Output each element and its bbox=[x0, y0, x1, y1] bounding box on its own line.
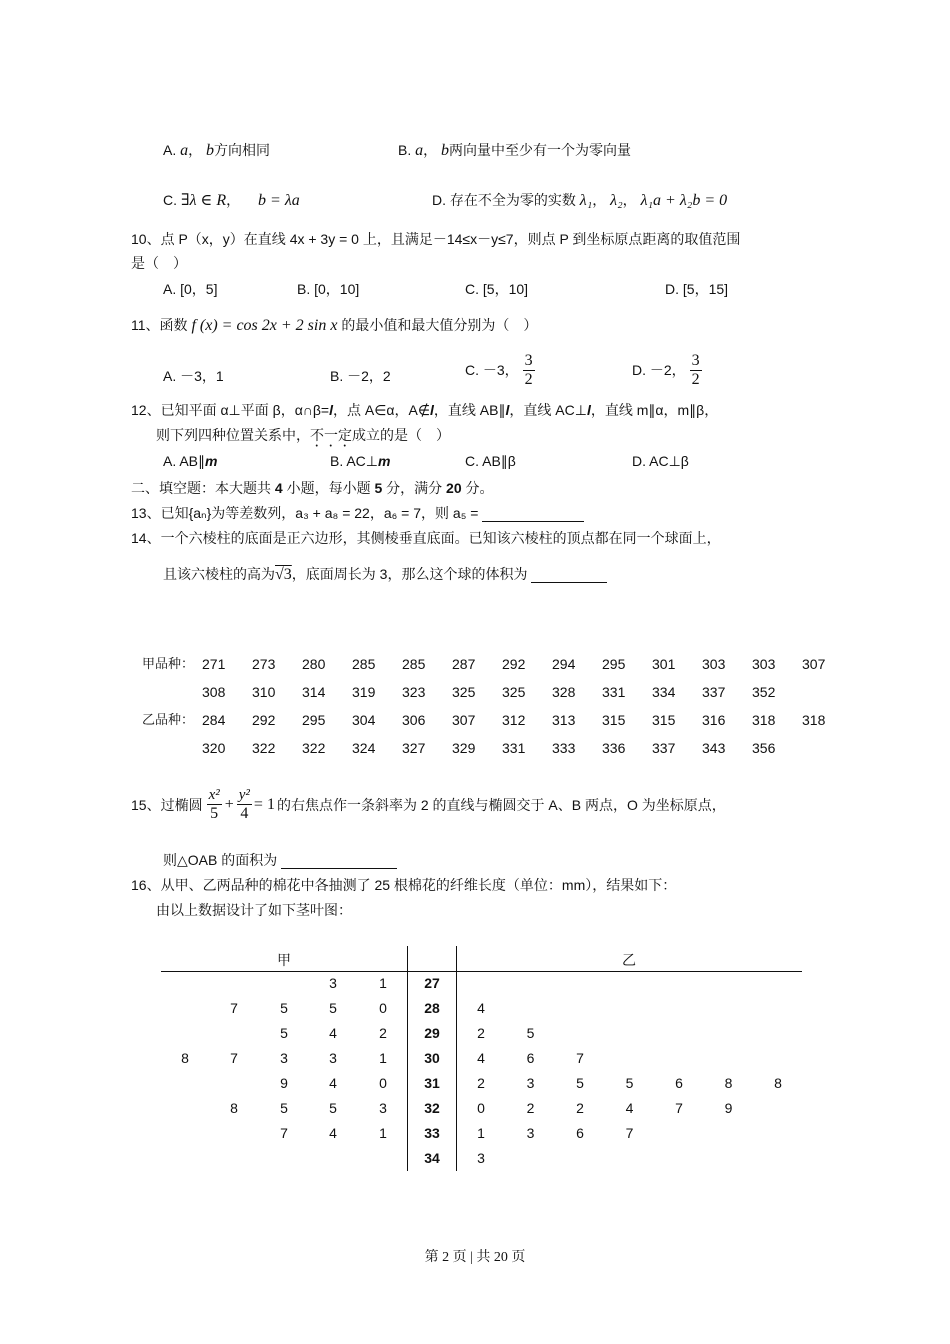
q16-line2: 由以上数据设计了如下茎叶图： bbox=[156, 902, 352, 918]
leaf-right: 8 bbox=[774, 1075, 782, 1091]
leaf-right: 9 bbox=[724, 1100, 733, 1116]
q11-option-b: B. －2，2 bbox=[330, 368, 391, 384]
leaf-right: 5 bbox=[526, 1025, 535, 1041]
stem-value: 31 bbox=[424, 1075, 440, 1091]
leaf-left: 3 bbox=[379, 1100, 387, 1116]
fiber-length-table bbox=[142, 650, 852, 762]
leaf-left: 8 bbox=[181, 1050, 189, 1066]
vector-a: a bbox=[180, 142, 189, 159]
variety-b-label: 乙品种： bbox=[142, 712, 195, 727]
vector-b: b bbox=[206, 142, 215, 159]
answer-blank bbox=[482, 505, 584, 522]
q11-option-c: C. －3， $\frac{3}{2}$ bbox=[465, 352, 533, 388]
q16-line1: 16、从甲、乙两品种的棉花中各抽测了 25 根棉花的纤维长度（单位：mm），结果如下： bbox=[131, 877, 677, 893]
leaf-left: 4 bbox=[329, 1075, 337, 1091]
stem-value: 32 bbox=[424, 1100, 440, 1116]
leaf-right: 4 bbox=[625, 1100, 634, 1116]
leaf-right: 6 bbox=[576, 1125, 584, 1141]
leaf-left: 5 bbox=[329, 1100, 337, 1116]
q10-line1: 10、点 P（x，y）在直线 4x + 3y = 0 上，且满足－14≤x－y≤7，则点 P 到坐标原点距离的取值范围 bbox=[131, 231, 741, 247]
leaf-right: 3 bbox=[526, 1075, 535, 1091]
leaf-right: 4 bbox=[477, 1000, 485, 1016]
section-heading-fill-in: 二、填空题：本大题共 4 小题，每小题 5 分，满分 20 分。 bbox=[131, 480, 494, 496]
q10-line2: 是（ ） bbox=[131, 255, 187, 271]
table-row: 乙品种： 284 292 295 304 306 307 312 313 315 315 316 318 318 bbox=[142, 706, 852, 734]
leaf-left: 9 bbox=[280, 1075, 288, 1091]
leaf-right: 2 bbox=[526, 1100, 535, 1116]
leaf-left: 7 bbox=[230, 1000, 238, 1016]
q9-option-a: A. a， b方向相同 bbox=[163, 142, 271, 159]
q14-line1: 14、一个六棱柱的底面是正六边形，其侧棱垂直底面。已知该六棱柱的顶点都在同一个球面上， bbox=[131, 530, 721, 546]
fraction-three-halves: $\frac{3}{2}$ bbox=[524, 352, 533, 388]
leaf-right: 1 bbox=[477, 1125, 485, 1141]
leaf-right: 5 bbox=[625, 1075, 634, 1091]
leaf-left: 3 bbox=[329, 975, 337, 991]
q12-option-d: D. AC⊥β bbox=[632, 453, 689, 469]
leaf-left: 4 bbox=[329, 1025, 337, 1041]
answer-blank bbox=[281, 852, 397, 869]
stem-value: 34 bbox=[424, 1150, 440, 1166]
stem-right-divider bbox=[456, 946, 457, 1171]
leaf-right: 6 bbox=[675, 1075, 683, 1091]
leaf-left: 4 bbox=[329, 1125, 337, 1141]
leaf-left: 8 bbox=[230, 1100, 238, 1116]
leaf-left: 5 bbox=[280, 1000, 288, 1016]
leaf-right: 2 bbox=[576, 1100, 584, 1116]
q11-stem: 11、函数 f (x) = cos 2x + 2 sin x 的最小值和最大值分别为（ ） bbox=[131, 317, 538, 334]
leaf-left: 0 bbox=[379, 1000, 387, 1016]
q12-line1: 12、已知平面 α⊥平面 β，α∩β=l，点 A∈α，A∉l，直线 AB∥l，直线 AC⊥l，直线 m∥α，m∥β， bbox=[131, 402, 719, 418]
stem-value: 29 bbox=[424, 1025, 440, 1041]
sqrt-three: √3 bbox=[275, 566, 292, 583]
q13: 13、已知{aₙ}为等差数列，a₃ + a₈ = 22，a₆ = 7，则 a₅ = bbox=[131, 503, 584, 523]
leaf-left: 2 bbox=[379, 1025, 387, 1041]
q10-option-c: C. [5，10] bbox=[465, 281, 529, 297]
q10-option-d: D. [5，15] bbox=[665, 281, 729, 297]
leaf-right: 0 bbox=[477, 1100, 485, 1116]
leaf-left: 1 bbox=[379, 1050, 387, 1066]
leaf-left: 3 bbox=[329, 1050, 337, 1066]
leaf-left: 5 bbox=[329, 1000, 337, 1016]
q11-option-a: A. －3，1 bbox=[163, 368, 224, 384]
leaf-right: 6 bbox=[526, 1050, 535, 1066]
fraction-y2-over-4: $\frac{\text{y²}}{4}$ bbox=[238, 787, 250, 822]
leaf-left: 5 bbox=[280, 1100, 288, 1116]
stem-value: 27 bbox=[424, 975, 440, 991]
q11-function-expr: f (x) = cos 2x + 2 sin x bbox=[191, 317, 338, 334]
fraction-x2-over-5: $\frac{\text{x²}}{5}$ bbox=[208, 787, 220, 822]
leaf-right: 4 bbox=[477, 1050, 485, 1066]
table-row: 308 310 314 319 323 325 325 328 331 334 337 352 bbox=[202, 684, 776, 700]
q12-line2: 则下列四种位置关系中，不一定成立的是（ ） bbox=[156, 427, 450, 443]
leaf-left: 3 bbox=[280, 1050, 288, 1066]
leaf-right: 3 bbox=[477, 1150, 485, 1166]
emphasis-text: 不一定 bbox=[310, 427, 352, 443]
answer-blank bbox=[531, 566, 607, 583]
q10-option-b: B. [0，10] bbox=[297, 281, 360, 297]
q10-option-a: A. [0，5] bbox=[163, 281, 218, 297]
leaf-right: 2 bbox=[477, 1025, 485, 1041]
stem-leaf-right-header: 乙 bbox=[622, 952, 636, 968]
leaf-left: 1 bbox=[379, 975, 387, 991]
stem-value: 33 bbox=[424, 1125, 440, 1141]
page-footer: 第 2 页 | 共 20 页 bbox=[424, 1250, 526, 1265]
table-row: 甲品种： 271 273 280 285 285 287 292 294 295 301 303 303 307 bbox=[142, 650, 852, 678]
leaf-right: 7 bbox=[675, 1100, 683, 1116]
stem-value: 28 bbox=[424, 1000, 440, 1016]
stem-leaf-left-header: 甲 bbox=[277, 952, 291, 968]
leaf-right: 8 bbox=[724, 1075, 733, 1091]
leaf-right: 3 bbox=[526, 1125, 535, 1141]
leaf-right: 7 bbox=[625, 1125, 634, 1141]
leaf-left: 7 bbox=[280, 1125, 288, 1141]
leaf-left: 0 bbox=[379, 1075, 387, 1091]
q12-option-b: B. AC⊥m bbox=[330, 453, 391, 469]
leaf-right: 7 bbox=[576, 1050, 584, 1066]
q15-line2: 则△OAB 的面积为 bbox=[163, 850, 397, 870]
header-divider bbox=[161, 971, 802, 972]
q11-option-d: D. －2， $\frac{3}{2}$ bbox=[632, 352, 700, 388]
leaf-right: 2 bbox=[477, 1075, 485, 1091]
leaf-left: 5 bbox=[280, 1025, 288, 1041]
leaf-left: 7 bbox=[230, 1050, 238, 1066]
stem-value: 30 bbox=[424, 1050, 440, 1066]
q9-option-b: B. a， b两向量中至少有一个为零向量 bbox=[398, 142, 632, 159]
q9-option-d: D. 存在不全为零的实数 λ₁， λ₂， λ₁a + λ₂b = 0 bbox=[432, 192, 728, 209]
variety-a-label: 甲品种： bbox=[142, 656, 195, 671]
leaf-right: 5 bbox=[576, 1075, 584, 1091]
table-row: 320 322 322 324 327 329 331 333 336 337 343 356 bbox=[202, 740, 776, 756]
stem-left-divider bbox=[407, 946, 408, 1171]
leaf-left: 1 bbox=[379, 1125, 387, 1141]
q9-option-c: C. ∃λ ∈ R， b = λa bbox=[163, 192, 300, 209]
q12-option-c: C. AB∥β bbox=[465, 453, 516, 469]
q14-line2: 且该六棱柱的高为√3，底面周长为 3，那么这个球的体积为 bbox=[163, 564, 607, 584]
q15-line1: 15、过椭圆 $\frac{\text{x²}}{5}$ + $\frac{\text{y²}}{4}$ = 1 的右焦点作一条斜率为 2 的直线与椭圆交于 A、B 两点，O 为坐标原点， bbox=[131, 787, 726, 822]
fraction-three-halves: $\frac{3}{2}$ bbox=[691, 352, 700, 388]
q12-option-a: A. AB∥m bbox=[163, 453, 218, 469]
